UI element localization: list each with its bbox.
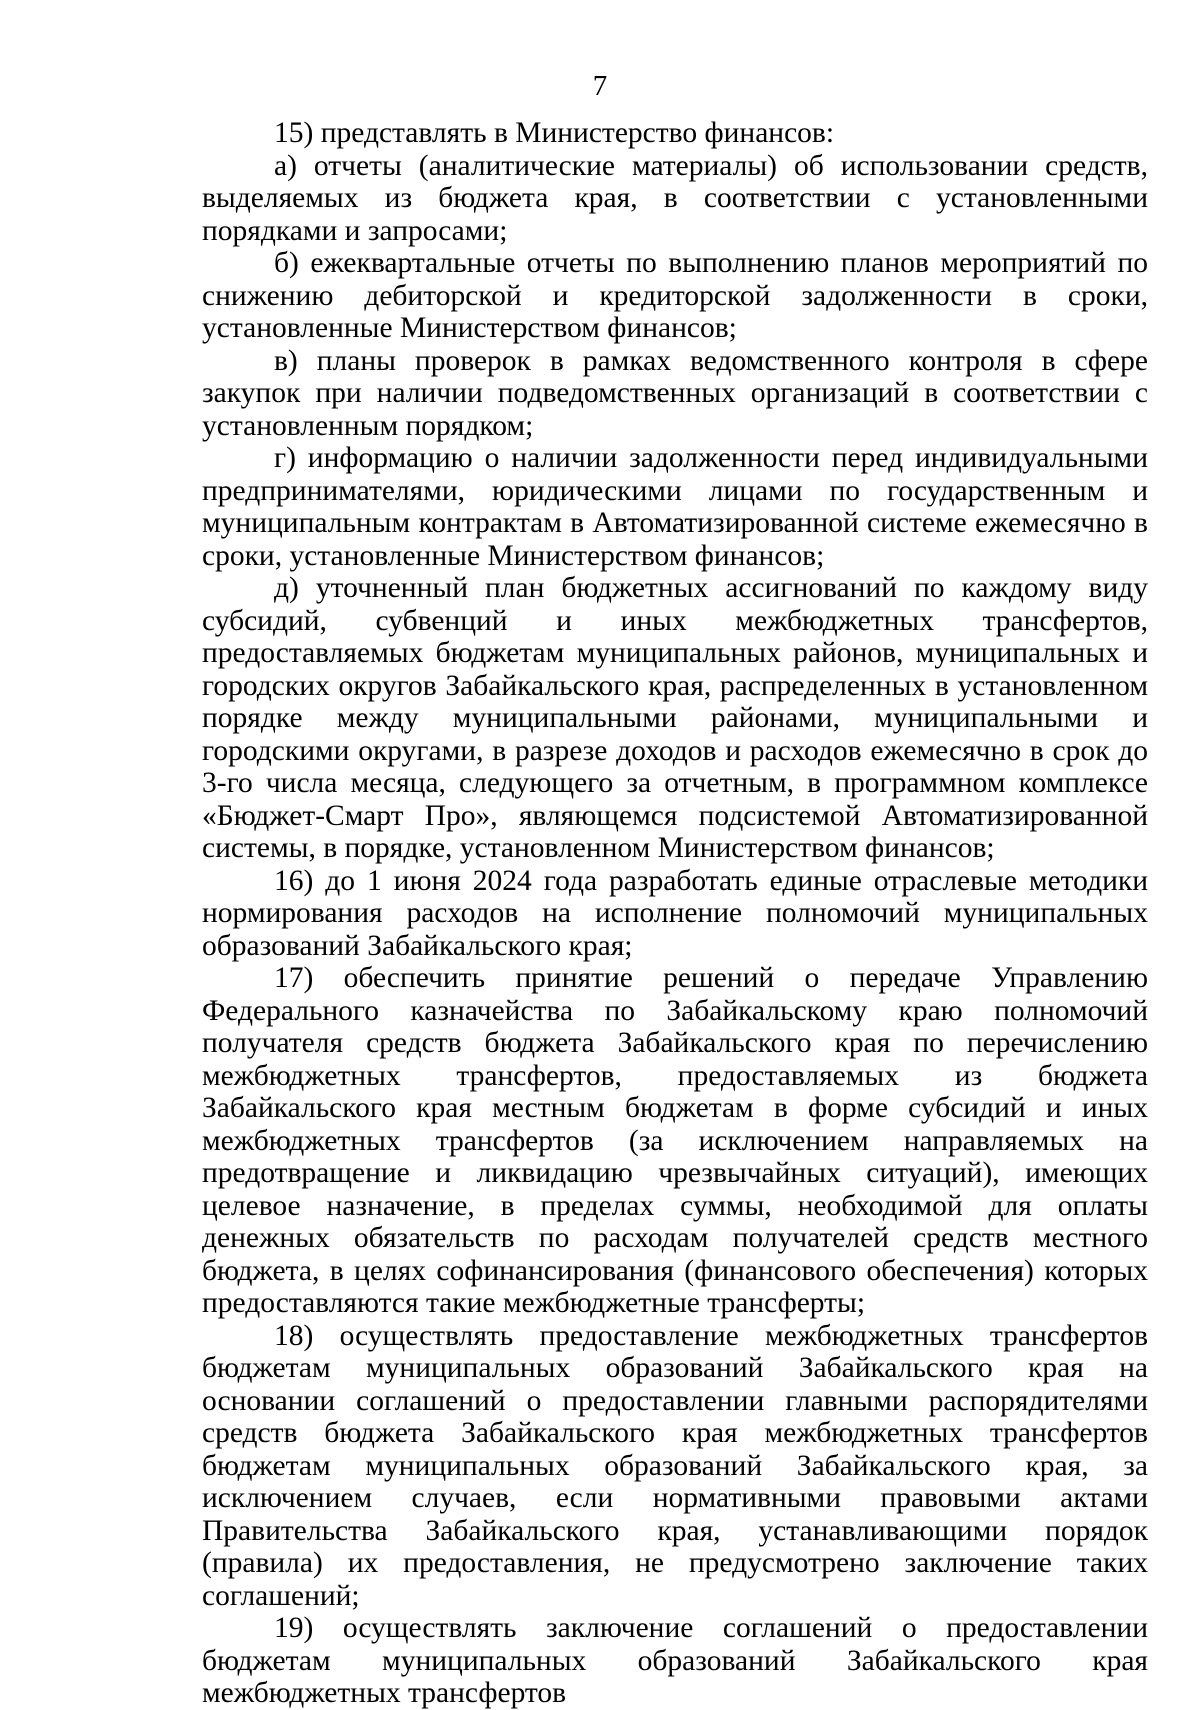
paragraph-19: 19) осуществлять заключение соглашений о предоставлении бюджетам муниципальных образований Забайкальского края межбюджетных трансфертов — [202, 1612, 1148, 1709]
paragraph-15v: в) планы проверок в рамках ведомственного контроля в сфере закупок при наличии подведомственных организаций в соответствии с установленным порядком; — [202, 344, 1148, 442]
paragraph-15a: а) отчеты (аналитические материалы) об использовании средств, выделяемых из бюджета края, в соответствии с установленными порядками и запросами; — [202, 149, 1148, 247]
paragraph-15: 15) представлять в Министерство финансов: — [274, 117, 835, 149]
paragraph-15g: г) информацию о наличии задолженности перед индивидуальными предпринимателями, юридическими лицами по государственным и муниципальным контрактам в Автоматизированной системе ежемесячно в сроки, установленные Министерством финансов; — [202, 442, 1148, 572]
document-body — [202, 117, 1148, 1710]
paragraph-16: 16) до 1 июня 2024 года разработать единые отраслевые методики нормирования расходов на исполнение полномочий муниципальных образований Забайкальского края; — [202, 864, 1148, 962]
paragraph-15d: д) уточненный план бюджетных ассигнований по каждому виду субсидий, субвенций и иных межбюджетных трансфертов, предоставляемых бюджетам муниципальных районов, муниципальных и городских округов Забайкальского края, распределенных в установленном порядке между муниципальными районами, муниципальными и городскими округами, в разрезе доходов и расходов ежемесячно в срок до 3-го числа месяца, следующего за отчетным, в программном комплексе «Бюджет-Смарт Про», являющемся подсистемой Автоматизированной системы, в порядке, установленном Министерством финансов; — [202, 572, 1148, 864]
paragraph-18: 18) осуществлять предоставление межбюджетных трансфертов бюджетам муниципальных образований Забайкальского края на основании соглашений о предоставлении главными распорядителями средств бюджета Забайкальского края межбюджетных трансфертов бюджетам муниципальных образований Забайкальского края, за исключением случаев, если нормативными правовыми актами Правительства Забайкальского края, устанавливающими порядок (правила) их предоставления, не предусмотрено заключение таких соглашений; — [202, 1319, 1148, 1612]
page-number: 7 — [592, 70, 608, 102]
paragraph-15b: б) ежеквартальные отчеты по выполнению планов мероприятий по снижению дебиторской и кредиторской задолженности в сроки, установленные Министерством финансов; — [202, 247, 1148, 344]
paragraph-17: 17) обеспечить принятие решений о передаче Управлению Федерального казначейства по Забайкальскому краю полномочий получателя средств бюджета Забайкальского края по перечислению межбюджетных трансфертов, предоставляемых из бюджета Забайкальского края местным бюджетам в форме субсидий и иных межбюджетных трансфертов (за исключением направляемых на предотвращение и ликвидацию чрезвычайных ситуаций), имеющих целевое назначение, в пределах суммы, необходимой для оплаты денежных обязательств по расходам получателей средств местного бюджета, в целях софинансирования (финансового обеспечения) которых предоставляются такие межбюджетные трансферты; — [202, 962, 1148, 1319]
